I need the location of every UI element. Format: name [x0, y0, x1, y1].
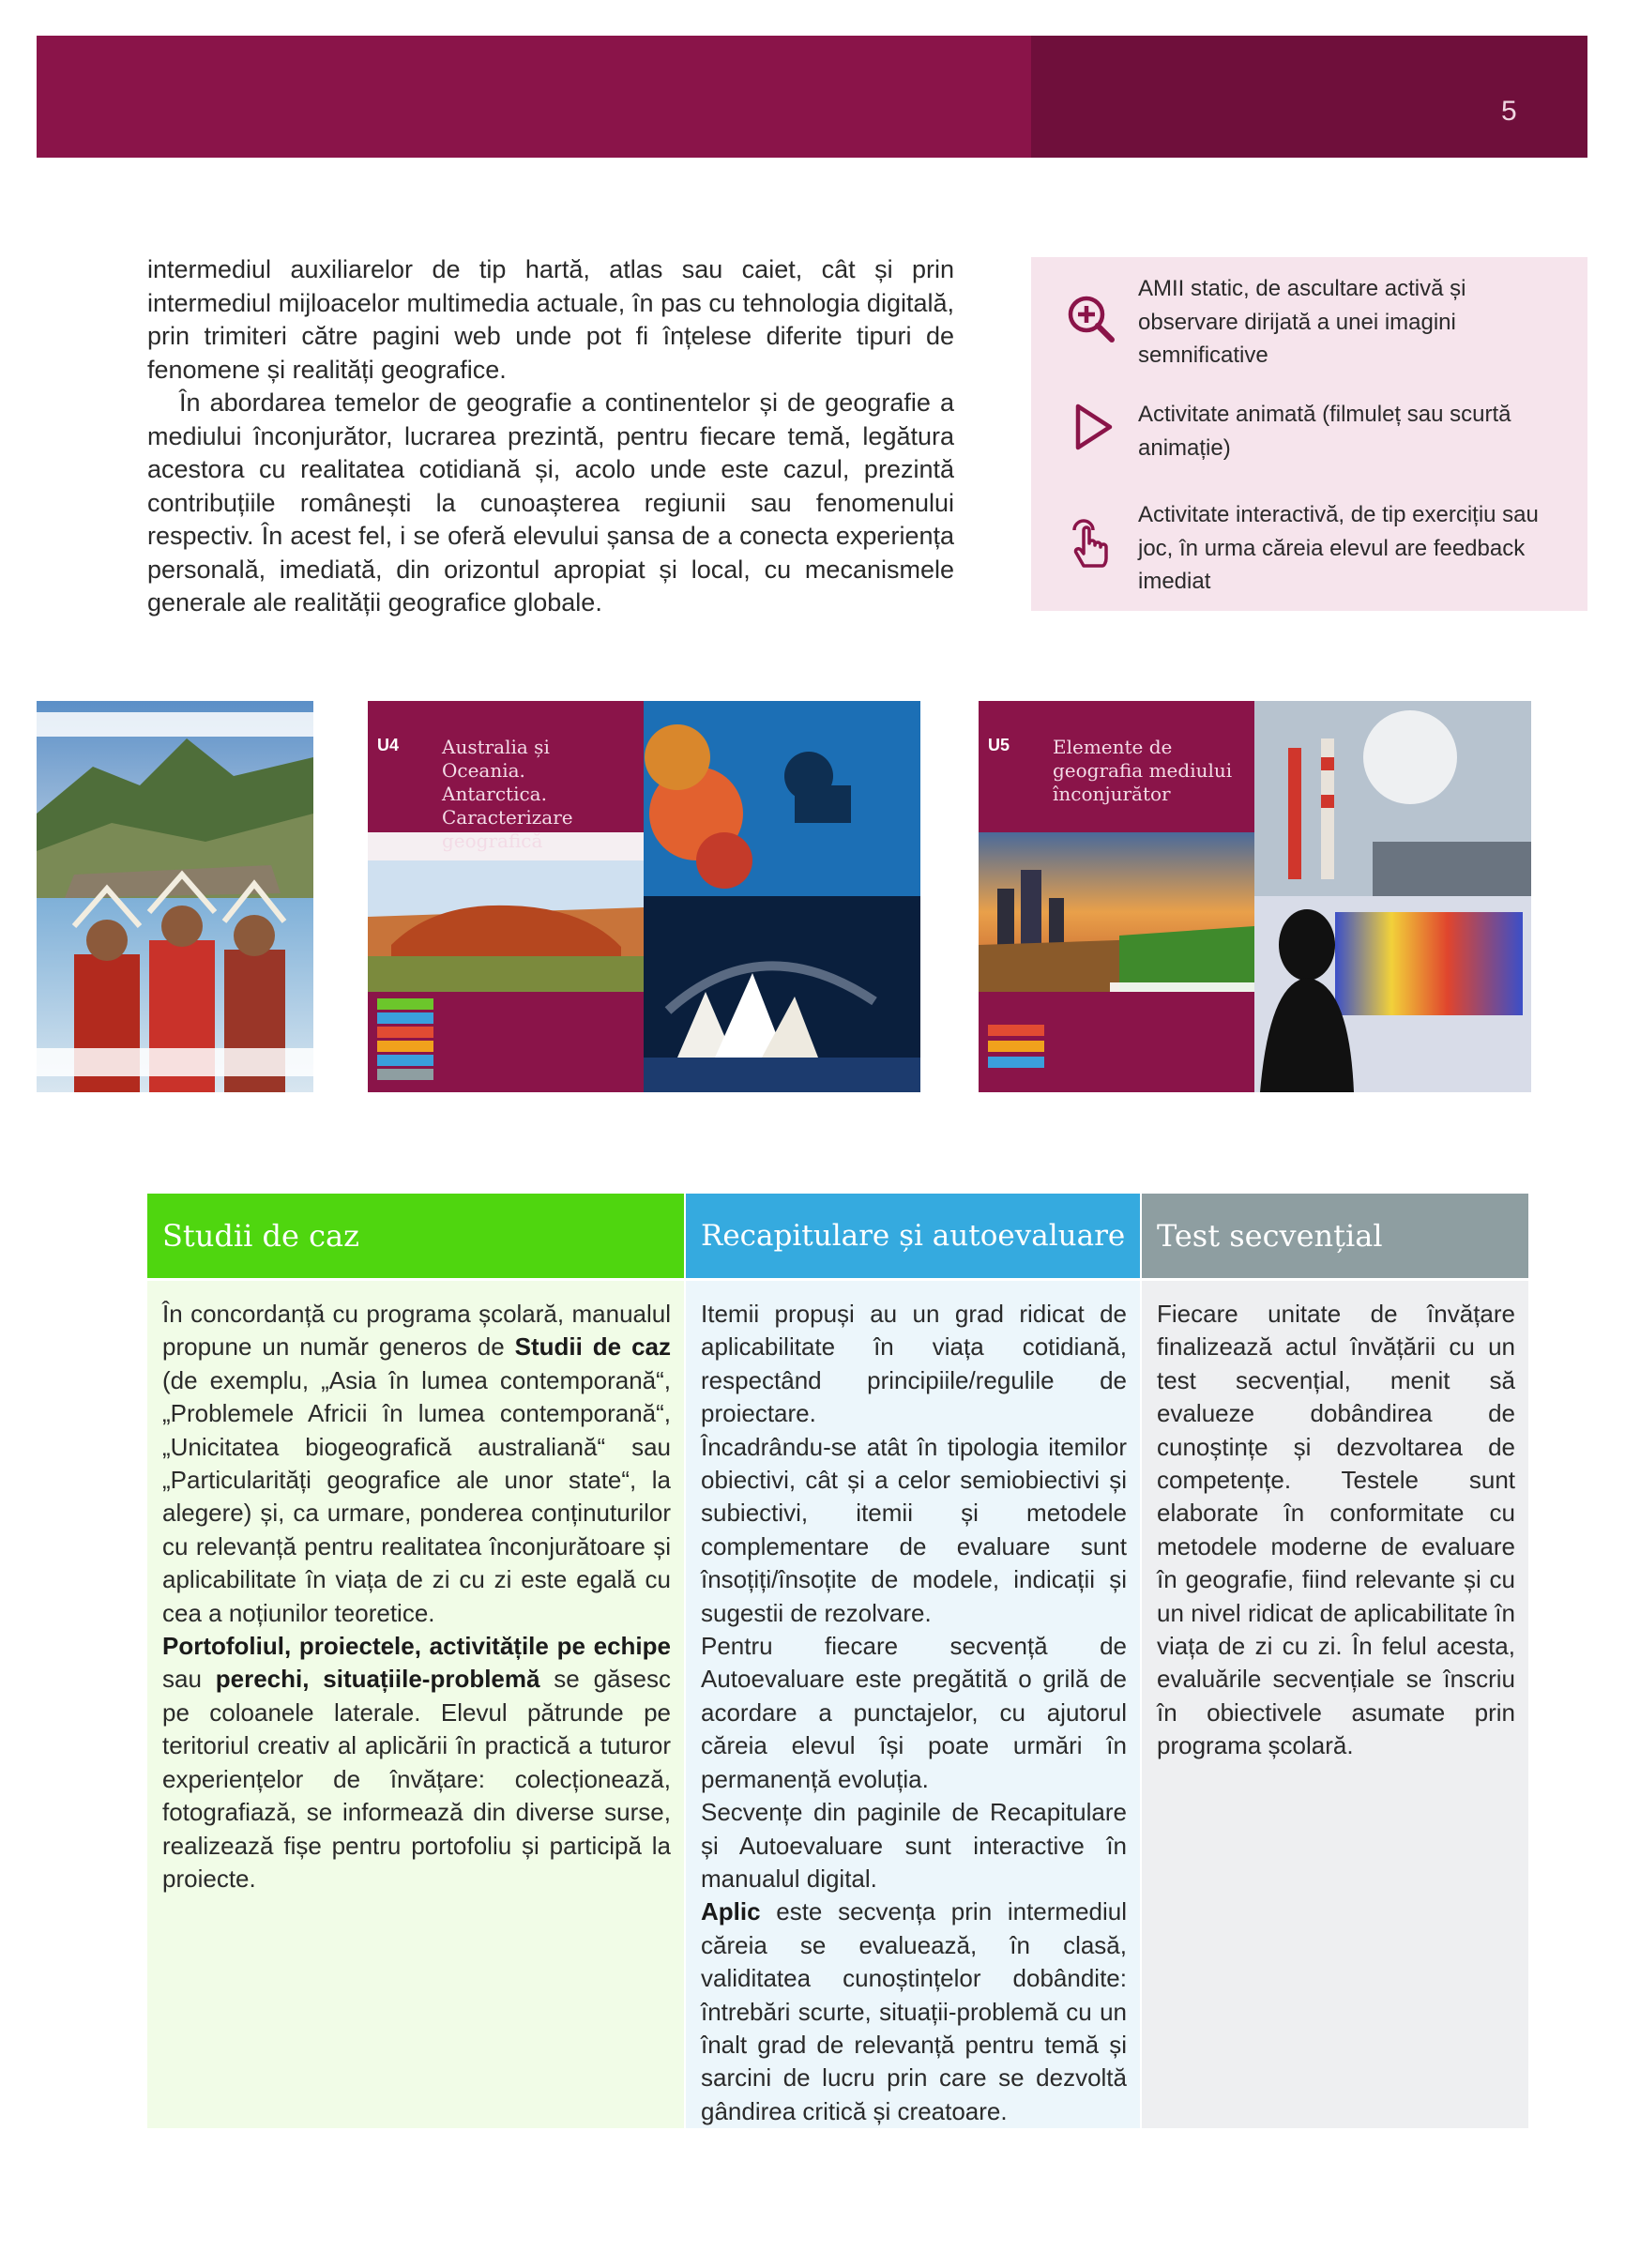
- column-text: [162, 1630, 671, 1895]
- bold-term: Portofoliul, proiectele, activitățile pe echipe: [162, 1632, 671, 1661]
- unit-tag-u5: U5: [988, 736, 1010, 754]
- column-text: Pentru fiecare secvență de Autoevaluare este pregătită o grilă de acordare a punctajelor, cu ajutorul căreia elevul își poate urmări în permanență evoluția.: [701, 1632, 1127, 1793]
- intro-paragraph: În abordarea temelor de geografie a continentelor și de geografie a mediului înconjurător, lucrarea prezintă, pentru fiecare temă, legătura acestora cu realitatea cotidiană și, acolo unde este cazul, prezintă contribuțiile românești la cunoașterea regiunii sau fenomenului respectiv. În acest fel, i se oferă elevului șansa de a conecta experiența personală, imediată, din orizontul apropiat și local, cu mecanismele generale ale realității geografice globale.: [147, 388, 954, 616]
- machu-picchu-image: [37, 701, 313, 1092]
- intro-paragraph: intermediul auxiliarelor de tip hartă, atlas sau caiet, cât și prin intermediul mijloacelor multimedia actuale, în pas cu tehnologia digitală, prin trimiteri către pagini web unde pot fi înțelese diferite tipuri de fenomene și realități geografice.: [147, 255, 954, 384]
- column-body: [147, 1281, 684, 2128]
- thumbnail-page-u5: [979, 701, 1531, 1092]
- column-studii-de-caz: [147, 1194, 684, 2128]
- icon-legend: [1031, 257, 1587, 611]
- thumbnail-page-u4: [368, 701, 920, 1092]
- column-text: [162, 1298, 671, 1630]
- bold-term: perechi, situațiile-problemă: [215, 1665, 540, 1694]
- legend-text: AMII static, de ascultare activă și observare dirijată a unei imagini semnificative: [1138, 276, 1466, 368]
- text-run: În concordanță cu programa școlară, manualul propune un număr generos de: [162, 1300, 671, 1362]
- play-icon: [1065, 401, 1117, 453]
- column-body: [686, 1281, 1140, 2128]
- zoom-in-icon: [1065, 293, 1117, 345]
- unit-title-u4: Australia și Oceania. Antarctica. Caracterizare geografică: [442, 736, 573, 852]
- text-run: se găsesc pe coloanele laterale. Elevul pătrunde pe teritoriul creativ al aplicării în practică a tuturor experiențelor de învățare: colecționează, fotografiază, se informează din diverse surse, realizează fișe pentru portofoliu și participă la proiecte.: [162, 1665, 671, 1893]
- column-text: Itemii propuși au un grad ridicat de aplicabilitate în viața cotidiană, respectând principiile/regulile de proiectare.: [701, 1300, 1127, 1428]
- intro-text: [147, 253, 954, 620]
- header-bar: [37, 36, 1031, 158]
- column-text: Secvențe din paginile de Recapitulare și Autoevaluare sunt interactive în manualul digital.: [701, 1798, 1127, 1893]
- column-text: Încadrându-se atât în tipologia itemilor obiectivi, cât și a celor semiobiectivi și subiectivi, itemii și metodele complementare de evaluare sunt însoțiți/însoțite de modele, indicații și sugestii de rezolvare.: [701, 1432, 1127, 1627]
- text-run: este secvența prin intermediul căreia se evaluează, în clasă, validitatea cunoștințelor dobândite: întrebări scurte, situații-problemă cu un înalt grad de relevanță pentru temă și sarcini de lucru prin care se dezvoltă gândirea critică și creatoare.: [701, 1897, 1127, 2125]
- column-text: Fiecare unitate de învățare finalizează actul învățării cu un test secvențial, menit să evalueze dobândirea de cunoștințe și dezvoltarea de competențe. Testele sunt elaborate în conformitate cu metodele moderne de evaluare în geografie, fiind relevante și cu un nivel ridicat de aplicabilitate în viața de zi cu zi. În felul acesta, evaluările secvențiale se înscriu în obiectivele asumate prin programa școlară.: [1157, 1300, 1515, 1760]
- touch-hand-icon: [1065, 517, 1117, 570]
- thumbnail-page-americas: [37, 701, 313, 1092]
- column-recapitulare: [686, 1194, 1140, 2128]
- page-number: 5: [1501, 96, 1517, 127]
- legend-text: Activitate interactivă, de tip exercițiu sau joc, în urma căreia elevul are feedback imediat: [1138, 502, 1539, 594]
- column-header: Studii de caz: [147, 1194, 684, 1278]
- text-run: sau: [162, 1665, 216, 1694]
- column-text: [701, 1895, 1127, 2128]
- column-body: [1142, 1281, 1528, 2128]
- unit-title-u5: Elemente de geografia mediului înconjurător: [1053, 736, 1233, 805]
- column-header: Test secvențial: [1142, 1194, 1528, 1278]
- unit-tag-u4: U4: [377, 736, 400, 754]
- column-test-secvential: [1142, 1194, 1528, 2128]
- text-run: (de exemplu, „Asia în lumea contemporană“, „Problemele Africii în lumea contemporană“, „Unicitatea biogeografică australiană“ sau „Particularități geografice ale unor state“, la alegere) și, ca urmare, ponderea conținuturilor cu relevanță pentru realitatea înconjurătoare și aplicabilitate în viața de zi cu zi este egală cu cea a noțiunilor teoretice.: [162, 1365, 671, 1627]
- legend-text: Activitate animată (filmuleț sau scurtă animație): [1138, 402, 1511, 461]
- bold-term: Studii de caz: [514, 1332, 672, 1362]
- bold-term: Aplic: [701, 1897, 761, 1926]
- features-table: [147, 1194, 1528, 2128]
- column-header: Recapitulare și autoevaluare: [686, 1194, 1140, 1278]
